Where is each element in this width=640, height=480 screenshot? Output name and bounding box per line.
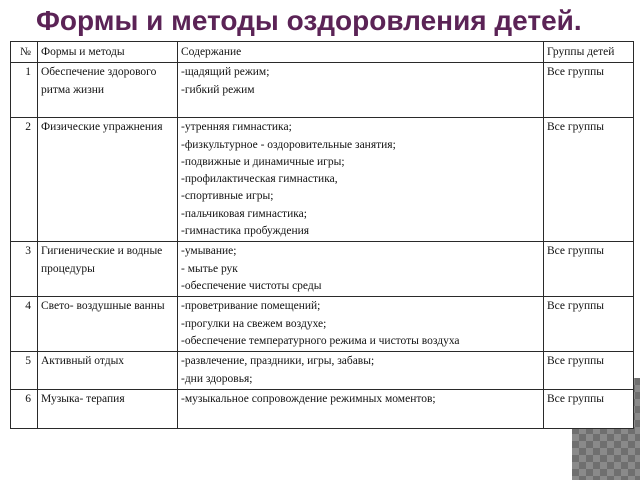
- row-number: 3: [11, 242, 38, 297]
- table-row: [11, 63, 634, 118]
- row-content: [178, 118, 544, 242]
- table-row: [11, 297, 634, 352]
- row-content: [178, 389, 544, 428]
- content-line: -обеспечение температурного режима и чистоты воздуха: [181, 334, 460, 347]
- row-forms: Свето- воздушные ванны: [38, 297, 178, 352]
- content-line: -утренняя гимнастика;: [181, 121, 292, 134]
- content-line: -проветривание помещений;: [181, 300, 321, 313]
- content-line: -прогулки на свежем воздухе;: [181, 317, 327, 330]
- table-row: [11, 242, 634, 297]
- content-line: -обеспечение чистоты среды: [181, 279, 322, 292]
- row-content: [178, 297, 544, 352]
- row-groups: Все группы: [544, 389, 634, 428]
- header-number: №: [11, 42, 38, 63]
- row-forms: Обеспечение здорового ритма жизни: [38, 63, 178, 118]
- content-line: -физкультурное - оздоровительные занятия;: [181, 138, 396, 151]
- header-forms: Формы и методы: [38, 42, 178, 63]
- content-line: -умывание;: [181, 245, 237, 258]
- content-line: -гимнастика пробуждения: [181, 225, 310, 238]
- content-line: -гибкий режим: [181, 83, 255, 96]
- table-row: [11, 352, 634, 390]
- row-content: [178, 63, 544, 118]
- row-number: 5: [11, 352, 38, 390]
- row-forms: Физические упражнения: [38, 118, 178, 242]
- row-number: 6: [11, 389, 38, 428]
- content-line: -пальчиковая гимнастика;: [181, 207, 307, 220]
- row-number: 2: [11, 118, 38, 242]
- table-row: [11, 389, 634, 428]
- content-line: -спортивные игры;: [181, 190, 274, 203]
- row-content: [178, 242, 544, 297]
- row-forms: Музыка- терапия: [38, 389, 178, 428]
- row-groups: Все группы: [544, 242, 634, 297]
- table-header-row: [11, 42, 634, 63]
- header-content: Содержание: [178, 42, 544, 63]
- row-number: 1: [11, 63, 38, 118]
- page-title: Формы и методы оздоровления детей.: [36, 5, 582, 36]
- content-line: -дни здоровья;: [181, 372, 253, 385]
- table-row: [11, 118, 634, 242]
- row-forms: Активный отдых: [38, 352, 178, 390]
- row-groups: Все группы: [544, 63, 634, 118]
- content-line: -развлечение, праздники, игры, забавы;: [181, 355, 375, 368]
- row-groups: Все группы: [544, 297, 634, 352]
- content-line: - мытье рук: [181, 262, 238, 275]
- row-number: 4: [11, 297, 38, 352]
- row-groups: Все группы: [544, 118, 634, 242]
- content-line: -щадящий режим;: [181, 66, 270, 79]
- content-line: -подвижные и динамичные игры;: [181, 155, 345, 168]
- row-forms: Гигиенические и водные процедуры: [38, 242, 178, 297]
- row-groups: Все группы: [544, 352, 634, 390]
- content-line: -профилактическая гимнастика,: [181, 173, 338, 186]
- health-methods-table: [10, 41, 634, 429]
- row-content: [178, 352, 544, 390]
- content-line: -музыкальное сопровождение режимных моментов;: [181, 392, 436, 405]
- header-groups: Группы детей: [544, 42, 634, 63]
